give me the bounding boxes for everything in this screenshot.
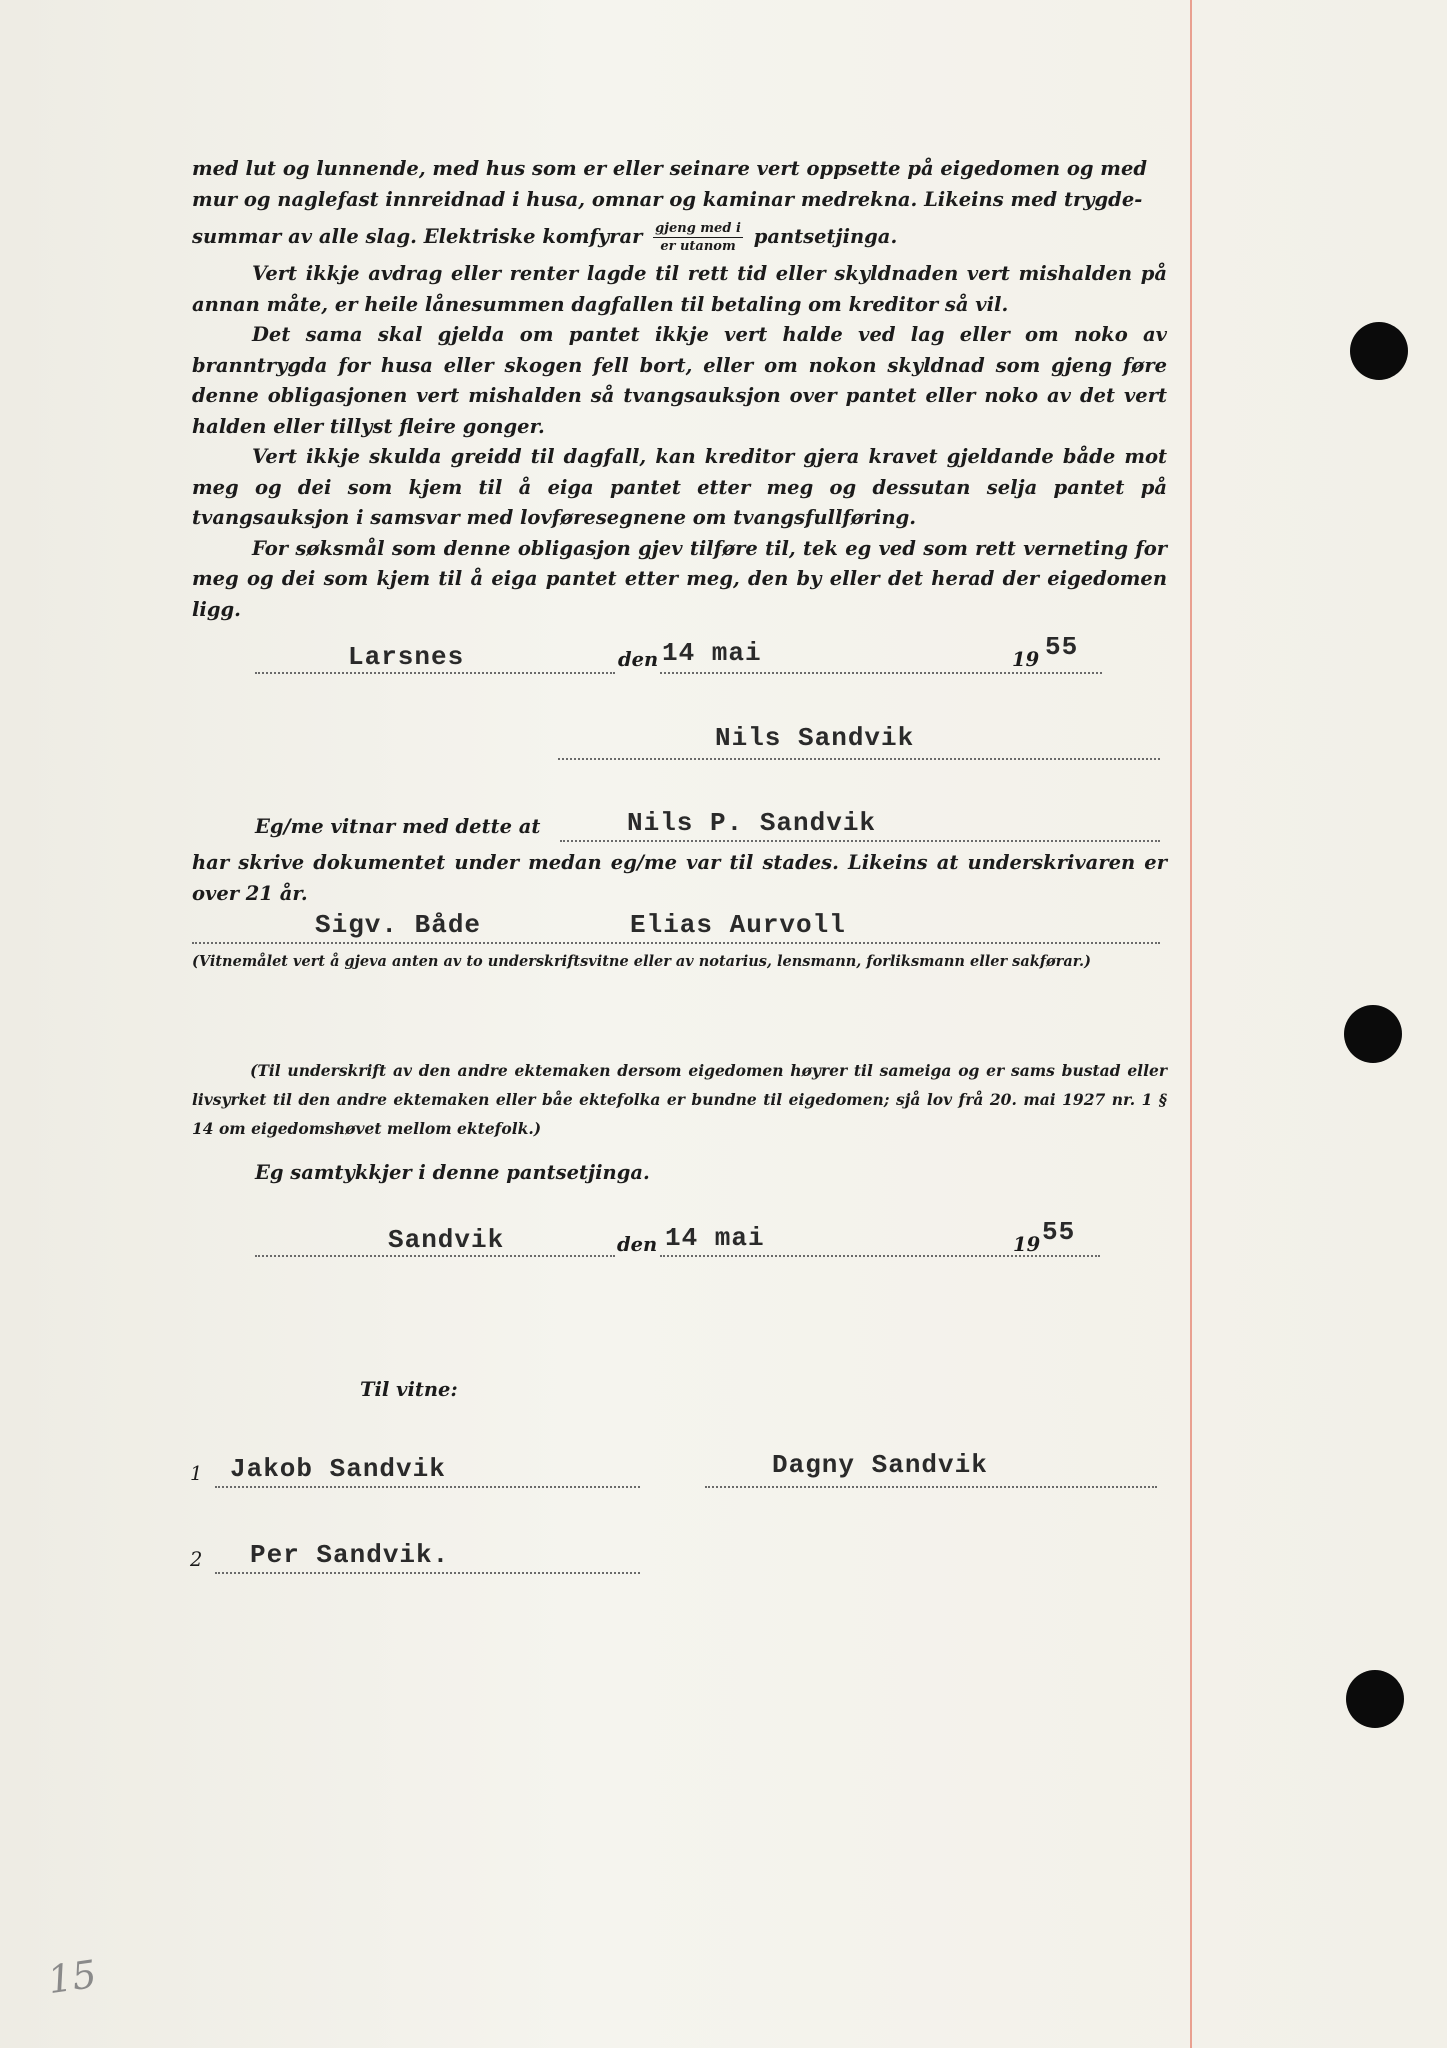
consent-place: Sandvik [388, 1225, 505, 1255]
fraction-denominator: er utanom [660, 239, 736, 254]
paragraph-enforcement: Vert ikkje skulda greidd til dagfall, kan kreditor gjera kravet gjeldande både mot meg og dei som kjem til å eiga pantet etter meg og dessutan selja pantet på tvangsauksjon i samsvar med lovføresegnene om tvangsfullføring. [192, 445, 1167, 529]
witness-statement-start: Eg/me vitnar med dette at [255, 815, 541, 838]
witness-name-dotted-line [560, 840, 1160, 842]
witness-one: Sigv. Både [315, 910, 482, 940]
spouse-signature-line [705, 1486, 1157, 1488]
spouse-note: (Til underskrift av den andre ektemaken dersom eigedomen høyrer til sameiga og er sams bustad eller livsyrket til den andre ektemaken eller båe ektefolka er bundne til eigedomen; sjå lov frå 20. mai 1927 nr. 1 § 14 om eigedomshøvet mellom ektefolk.) [192, 1061, 1167, 1138]
pencil-margin-mark: 15 [45, 1951, 100, 2003]
year-suffix: 55 [1045, 632, 1079, 662]
consent-den-label: den [617, 1233, 658, 1256]
signature-dotted-line [558, 758, 1160, 760]
para1-line2: mur og naglefast innreidnad i husa, omnar og kaminar medrekna. Likeins med trygde- [192, 187, 1143, 211]
consent-year-suffix: 55 [1042, 1217, 1076, 1247]
consent-place-dotted-line [255, 1255, 615, 1257]
year-prefix: 19 [1012, 648, 1040, 671]
spouse-signature: Dagny Sandvik [772, 1450, 988, 1480]
til-vitne-name-two: Per Sandvik. [250, 1540, 450, 1570]
consent-year-prefix: 19 [1013, 1233, 1041, 1256]
signing-place: Larsnes [348, 642, 465, 672]
punch-hole-middle [1344, 1005, 1402, 1063]
place-dotted-line [255, 672, 615, 674]
para1-line3-start: summar av alle slag. Elektriske komfyrar [192, 225, 643, 248]
witness-statement-rest: har skrive dokumentet under medan eg/me var til stades. Likeins at underskrivaren er over 21 år. [192, 851, 1167, 905]
debtor-signature: Nils Sandvik [715, 723, 915, 753]
consent-text: Eg samtykkjer i denne pantsetjinga. [255, 1161, 650, 1184]
witnessed-name: Nils P. Sandvik [627, 808, 877, 838]
paragraph-default: Vert ikkje avdrag eller renter lagde til rett tid eller skyldnaden vert mishalden på annan måte, er heile lånesummen dagfallen til betaling om kreditor så vil. [192, 262, 1167, 316]
punch-hole-top [1350, 322, 1408, 380]
gjeng-utanom-fraction [653, 220, 743, 255]
paragraph-insurance: Det sama skal gjelda om pantet ikkje vert halde ved lag eller om noko av branntrygda for husa eller skogen fell bort, eller om nokon skyldnad som gjeng føre denne obligasjonen vert mishalden så tvangsauksjon over pantet eller noko av det vert halden eller tillyst fleire gonger. [192, 323, 1167, 438]
fraction-numerator: gjeng med i [655, 221, 741, 236]
punch-hole-bottom [1346, 1670, 1404, 1728]
red-margin-line [1190, 0, 1192, 2048]
para1-line3 [192, 215, 1167, 259]
witness-note: (Vitnemålet vert å gjeva anten av to underskriftsvitne eller av notarius, lensmann, forliksmann eller sakførar.) [192, 953, 1091, 970]
til-vitne-name-one: Jakob Sandvik [230, 1454, 446, 1484]
date-dotted-line [660, 672, 1102, 674]
til-vitne-line-one [215, 1486, 640, 1488]
den-label: den [618, 648, 659, 671]
til-vitne-heading: Til vitne: [360, 1378, 458, 1401]
til-vitne-line-two [215, 1572, 640, 1574]
witness-number-one: 1 [190, 1462, 203, 1485]
witness-two: Elias Aurvoll [630, 910, 846, 940]
signing-date: 14 mai [662, 638, 762, 668]
witness-number-two: 2 [190, 1548, 203, 1571]
para1-line1: med lut og lunnende, med hus som er eller seinare vert oppsette på eigedomen og med [192, 157, 1147, 180]
witness-signature-line [192, 942, 1160, 944]
para1-line3-end: pantsetjinga. [753, 225, 898, 248]
paragraph-venue: For søksmål som denne obligasjon gjev tilføre til, tek eg ved som rett verneting for meg og dei som kjem til å eiga pantet etter meg, den by eller det herad der eigedomen ligg. [192, 536, 1167, 621]
body-text [192, 154, 1167, 625]
consent-date: 14 mai [665, 1223, 765, 1253]
